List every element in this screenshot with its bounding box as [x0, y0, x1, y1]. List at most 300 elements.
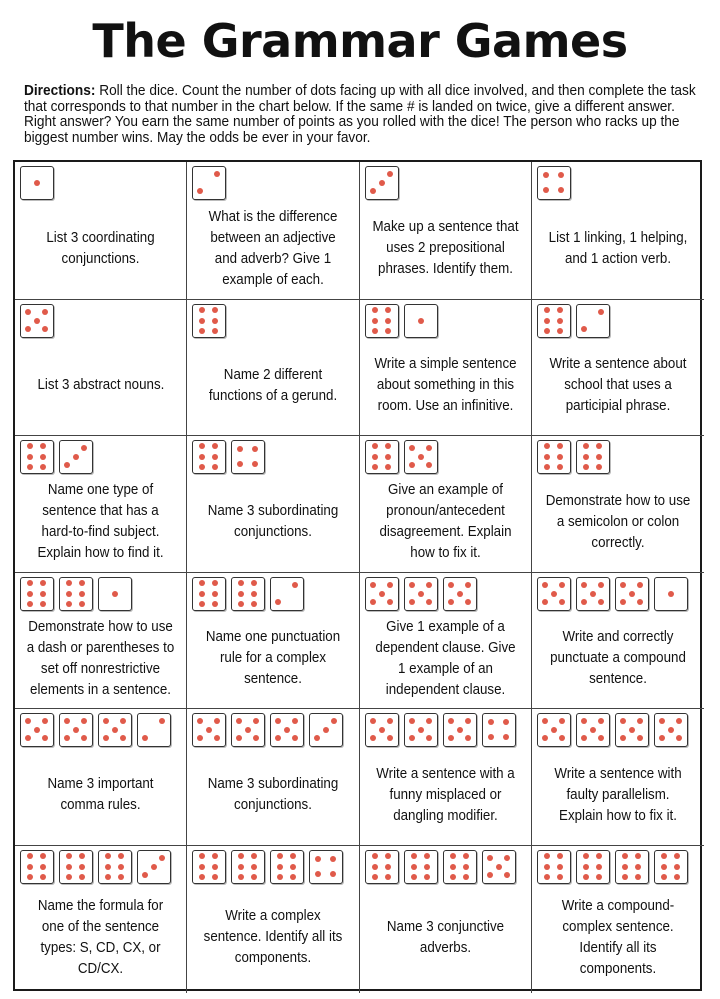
- pip-icon: [557, 853, 563, 859]
- pip-icon: [25, 309, 31, 315]
- pip-icon: [674, 874, 680, 880]
- pip-icon: [199, 307, 205, 313]
- dice-group: [192, 850, 354, 886]
- pip-icon: [112, 727, 118, 733]
- pip-icon: [674, 864, 680, 870]
- pip-icon: [372, 328, 378, 334]
- chart-cell: [360, 436, 532, 573]
- pip-icon: [543, 172, 549, 178]
- task-text: [537, 340, 699, 435]
- pip-icon: [79, 580, 85, 586]
- pip-icon: [581, 735, 587, 741]
- chart-cell: [15, 709, 187, 846]
- pip-icon: [66, 601, 72, 607]
- pip-icon: [315, 856, 321, 862]
- pip-icon: [409, 735, 415, 741]
- dice-group: [192, 577, 354, 613]
- pip-icon: [238, 580, 244, 586]
- die-face-1-icon: [20, 166, 54, 200]
- pip-icon: [465, 735, 471, 741]
- pip-icon: [73, 727, 79, 733]
- pip-icon: [112, 591, 118, 597]
- die-face-6-icon: [365, 850, 399, 884]
- pip-icon: [448, 582, 454, 588]
- dice-group: [365, 166, 526, 202]
- pip-icon: [661, 874, 667, 880]
- pip-icon: [450, 853, 456, 859]
- die-face-4-icon: [482, 713, 516, 747]
- pip-icon: [637, 582, 643, 588]
- pip-icon: [323, 727, 329, 733]
- pip-icon: [557, 864, 563, 870]
- pip-icon: [583, 874, 589, 880]
- pip-icon: [637, 718, 643, 724]
- pip-icon: [212, 307, 218, 313]
- die-face-2-icon: [576, 304, 610, 338]
- pip-icon: [411, 853, 417, 859]
- task-text: [192, 613, 354, 708]
- pip-icon: [409, 718, 415, 724]
- die-face-6-icon: [231, 850, 265, 884]
- pip-icon: [199, 464, 205, 470]
- pip-icon: [544, 307, 550, 313]
- task-text: [20, 476, 181, 572]
- die-face-6-icon: [365, 304, 399, 338]
- pip-icon: [118, 864, 124, 870]
- pip-icon: [372, 307, 378, 313]
- die-face-2-icon: [192, 166, 226, 200]
- task-text: [537, 202, 699, 299]
- pip-icon: [487, 855, 493, 861]
- pip-icon: [418, 318, 424, 324]
- die-face-4-icon: [537, 166, 571, 200]
- pip-icon: [496, 864, 502, 870]
- chart-cell: [15, 162, 187, 300]
- pip-icon: [543, 187, 549, 193]
- pip-icon: [27, 443, 33, 449]
- die-face-6-icon: [576, 850, 610, 884]
- pip-icon: [275, 735, 281, 741]
- die-face-5-icon: [270, 713, 304, 747]
- task-text: [537, 476, 699, 572]
- pip-icon: [27, 874, 33, 880]
- task-text: [20, 613, 181, 708]
- pip-icon: [284, 727, 290, 733]
- pip-icon: [676, 735, 682, 741]
- die-face-5-icon: [59, 713, 93, 747]
- pip-icon: [620, 599, 626, 605]
- pip-icon: [629, 591, 635, 597]
- pip-icon: [544, 464, 550, 470]
- pip-icon: [251, 591, 257, 597]
- pip-icon: [212, 853, 218, 859]
- pip-icon: [330, 856, 336, 862]
- pip-icon: [424, 853, 430, 859]
- chart-cell: [15, 300, 187, 436]
- pip-icon: [411, 864, 417, 870]
- pip-icon: [27, 601, 33, 607]
- task-text: [192, 340, 354, 435]
- dice-group: [365, 304, 526, 340]
- pip-icon: [598, 735, 604, 741]
- pip-icon: [199, 318, 205, 324]
- pip-icon: [199, 864, 205, 870]
- task-label: Name 3 subordinating conjunctions.: [207, 776, 339, 813]
- pip-icon: [105, 874, 111, 880]
- task-text: [537, 886, 699, 993]
- pip-icon: [79, 853, 85, 859]
- task-label: Demonstrate how to use a semicolon or colon correctly.: [545, 492, 691, 551]
- die-face-6-icon: [20, 577, 54, 611]
- pip-icon: [212, 443, 218, 449]
- pip-icon: [66, 874, 72, 880]
- pip-icon: [385, 864, 391, 870]
- pip-icon: [544, 864, 550, 870]
- dice-group: [20, 166, 181, 202]
- pip-icon: [450, 874, 456, 880]
- die-face-6-icon: [576, 440, 610, 474]
- die-face-5-icon: [231, 713, 265, 747]
- pip-icon: [40, 443, 46, 449]
- pip-icon: [40, 864, 46, 870]
- chart-cell: [532, 436, 704, 573]
- pip-icon: [315, 871, 321, 877]
- chart-cell: [360, 300, 532, 436]
- die-face-6-icon: [270, 850, 304, 884]
- pip-icon: [385, 853, 391, 859]
- pip-icon: [370, 599, 376, 605]
- pip-icon: [557, 318, 563, 324]
- die-face-2-icon: [270, 577, 304, 611]
- task-label: Name 3 conjunctive adverbs.: [386, 918, 505, 956]
- pip-icon: [277, 874, 283, 880]
- task-text: [365, 613, 526, 708]
- pip-icon: [637, 735, 643, 741]
- dice-group: [192, 713, 354, 749]
- pip-icon: [40, 853, 46, 859]
- pip-icon: [81, 718, 87, 724]
- pip-icon: [411, 874, 417, 880]
- pip-icon: [622, 853, 628, 859]
- pip-icon: [331, 718, 337, 724]
- pip-icon: [676, 718, 682, 724]
- pip-icon: [199, 591, 205, 597]
- pip-icon: [385, 454, 391, 460]
- pip-icon: [542, 735, 548, 741]
- die-face-6-icon: [192, 304, 226, 338]
- pip-icon: [372, 454, 378, 460]
- task-label: Name one type of sentence that has a hard-to-find subject. Explain how to find it.: [37, 482, 164, 561]
- pip-icon: [409, 462, 415, 468]
- pip-icon: [409, 445, 415, 451]
- die-face-3-icon: [309, 713, 343, 747]
- dice-group: [192, 304, 354, 340]
- pip-icon: [199, 580, 205, 586]
- directions: [24, 83, 704, 145]
- pip-icon: [212, 591, 218, 597]
- chart-cell: [360, 846, 532, 993]
- pip-icon: [583, 454, 589, 460]
- task-label: Name the formula for one of the sentence types: S, CD, CX, or CD/CX.: [37, 897, 164, 977]
- pip-icon: [251, 864, 257, 870]
- pip-icon: [252, 461, 258, 467]
- pip-icon: [40, 580, 46, 586]
- die-face-6-icon: [98, 850, 132, 884]
- pip-icon: [598, 599, 604, 605]
- die-face-6-icon: [537, 304, 571, 338]
- pip-icon: [251, 601, 257, 607]
- pip-icon: [238, 591, 244, 597]
- pip-icon: [212, 864, 218, 870]
- pip-icon: [385, 307, 391, 313]
- dice-group: [537, 850, 699, 886]
- chart-cell: [187, 573, 360, 709]
- task-label: Write a complex sentence. Identify all its components.: [203, 908, 343, 966]
- pip-icon: [558, 172, 564, 178]
- die-face-4-icon: [231, 440, 265, 474]
- pip-icon: [27, 454, 33, 460]
- pip-icon: [659, 735, 665, 741]
- directions-label: Directions:: [24, 82, 96, 99]
- pip-icon: [197, 735, 203, 741]
- pip-icon: [314, 735, 320, 741]
- pip-icon: [544, 454, 550, 460]
- die-face-6-icon: [365, 440, 399, 474]
- pip-icon: [151, 864, 157, 870]
- pip-icon: [34, 727, 40, 733]
- dice-group: [537, 713, 699, 749]
- dice-group: [537, 577, 699, 613]
- pip-icon: [426, 735, 432, 741]
- task-text: [365, 476, 526, 572]
- pip-icon: [105, 853, 111, 859]
- chart-cell: [532, 162, 704, 300]
- pip-icon: [620, 718, 626, 724]
- pip-icon: [159, 718, 165, 724]
- pip-icon: [583, 443, 589, 449]
- pip-icon: [199, 443, 205, 449]
- dice-group: [365, 713, 526, 749]
- pip-icon: [40, 464, 46, 470]
- chart-cell: [187, 709, 360, 846]
- die-face-6-icon: [59, 850, 93, 884]
- pip-icon: [277, 853, 283, 859]
- die-face-5-icon: [404, 577, 438, 611]
- pip-icon: [238, 864, 244, 870]
- pip-icon: [558, 187, 564, 193]
- pip-icon: [590, 591, 596, 597]
- die-face-6-icon: [231, 577, 265, 611]
- task-text: [20, 340, 181, 435]
- die-face-5-icon: [482, 850, 516, 884]
- pip-icon: [544, 328, 550, 334]
- die-face-6-icon: [20, 440, 54, 474]
- task-label: Demonstrate how to use a dash or parentheses to set off nonrestrictive elements in a sentence.: [26, 618, 175, 698]
- pip-icon: [105, 864, 111, 870]
- directions-text: Roll the dice. Count the number of dots facing up with all dice involved, and then complete the task that corresponds to that number in the chart below. If the same # is landed on twice, give a different answer. Right answer? You earn the same number of points as you rolled with the dice! The person who racks up the biggest number wins. May the odds be ever in your favor.: [24, 82, 696, 146]
- pip-icon: [544, 318, 550, 324]
- pip-icon: [370, 735, 376, 741]
- pip-icon: [581, 582, 587, 588]
- die-face-3-icon: [365, 166, 399, 200]
- pip-icon: [465, 582, 471, 588]
- pip-icon: [237, 461, 243, 467]
- pip-icon: [557, 328, 563, 334]
- task-text: [192, 476, 354, 572]
- pip-icon: [290, 874, 296, 880]
- pip-icon: [551, 727, 557, 733]
- pip-icon: [66, 591, 72, 597]
- die-face-6-icon: [59, 577, 93, 611]
- pip-icon: [277, 864, 283, 870]
- pip-icon: [487, 872, 493, 878]
- pip-icon: [27, 853, 33, 859]
- task-label: Make up a sentence that uses 2 prepositional phrases. Identify them.: [372, 219, 519, 277]
- die-face-6-icon: [20, 850, 54, 884]
- pip-icon: [214, 735, 220, 741]
- die-face-5-icon: [443, 577, 477, 611]
- pip-icon: [40, 454, 46, 460]
- pip-icon: [622, 874, 628, 880]
- pip-icon: [292, 582, 298, 588]
- die-face-6-icon: [537, 440, 571, 474]
- die-face-5-icon: [98, 713, 132, 747]
- pip-icon: [118, 874, 124, 880]
- pip-icon: [251, 874, 257, 880]
- pip-icon: [64, 735, 70, 741]
- task-label: Write a sentence with a funny misplaced or dangling modifier.: [376, 765, 515, 824]
- die-face-5-icon: [443, 713, 477, 747]
- pip-icon: [379, 180, 385, 186]
- dice-group: [537, 304, 699, 340]
- pip-icon: [120, 735, 126, 741]
- pip-icon: [238, 874, 244, 880]
- pip-icon: [27, 864, 33, 870]
- pip-icon: [448, 718, 454, 724]
- die-face-5-icon: [654, 713, 688, 747]
- pip-icon: [635, 864, 641, 870]
- chart-cell: [360, 162, 532, 300]
- pip-icon: [659, 718, 665, 724]
- chart-cell: [360, 573, 532, 709]
- pip-icon: [544, 874, 550, 880]
- pip-icon: [199, 454, 205, 460]
- pip-icon: [292, 718, 298, 724]
- dice-group: [365, 440, 526, 476]
- pip-icon: [40, 601, 46, 607]
- pip-icon: [199, 601, 205, 607]
- die-face-6-icon: [615, 850, 649, 884]
- pip-icon: [557, 307, 563, 313]
- dice-group: [20, 850, 181, 886]
- pip-icon: [370, 718, 376, 724]
- dice-group: [192, 166, 354, 202]
- pip-icon: [27, 591, 33, 597]
- pip-icon: [590, 727, 596, 733]
- die-face-6-icon: [192, 577, 226, 611]
- pip-icon: [544, 443, 550, 449]
- pip-icon: [583, 464, 589, 470]
- pip-icon: [64, 462, 70, 468]
- pip-icon: [581, 599, 587, 605]
- task-label: Write a sentence with faulty parallelism. Explain how to fix it.: [554, 765, 682, 824]
- task-text: [192, 202, 354, 299]
- pip-icon: [25, 326, 31, 332]
- pip-icon: [81, 735, 87, 741]
- die-face-5-icon: [20, 304, 54, 338]
- pip-icon: [409, 599, 415, 605]
- pip-icon: [370, 188, 376, 194]
- pip-icon: [542, 599, 548, 605]
- pip-icon: [385, 443, 391, 449]
- pip-icon: [450, 864, 456, 870]
- task-label: Write a sentence about school that uses a participial phrase.: [549, 356, 687, 414]
- pip-icon: [385, 318, 391, 324]
- chart-cell: [187, 300, 360, 436]
- task-text: [192, 886, 354, 993]
- pip-icon: [503, 734, 509, 740]
- pip-icon: [581, 326, 587, 332]
- pip-icon: [465, 718, 471, 724]
- die-face-1-icon: [654, 577, 688, 611]
- pip-icon: [40, 874, 46, 880]
- task-text: [20, 886, 181, 993]
- pip-icon: [620, 735, 626, 741]
- pip-icon: [424, 874, 430, 880]
- pip-icon: [426, 599, 432, 605]
- dice-group: [365, 850, 526, 886]
- pip-icon: [290, 864, 296, 870]
- pip-icon: [581, 718, 587, 724]
- pip-icon: [42, 309, 48, 315]
- pip-icon: [275, 599, 281, 605]
- task-label: Name 3 important comma rules.: [47, 776, 154, 813]
- pip-icon: [197, 188, 203, 194]
- pip-icon: [103, 718, 109, 724]
- chart-cell: [15, 846, 187, 993]
- die-face-6-icon: [192, 850, 226, 884]
- pip-icon: [25, 735, 31, 741]
- pip-icon: [251, 853, 257, 859]
- chart-cell: [532, 573, 704, 709]
- pip-icon: [668, 591, 674, 597]
- die-face-6-icon: [404, 850, 438, 884]
- pip-icon: [64, 718, 70, 724]
- pip-icon: [214, 718, 220, 724]
- pip-icon: [253, 735, 259, 741]
- pip-icon: [387, 735, 393, 741]
- pip-icon: [142, 735, 148, 741]
- pip-icon: [668, 727, 674, 733]
- pip-icon: [79, 601, 85, 607]
- die-face-2-icon: [137, 713, 171, 747]
- pip-icon: [457, 727, 463, 733]
- pip-icon: [199, 874, 205, 880]
- pip-icon: [81, 445, 87, 451]
- chart-cell: [360, 709, 532, 846]
- dice-group: [192, 440, 354, 476]
- chart-cell: [187, 846, 360, 993]
- pip-icon: [245, 727, 251, 733]
- pip-icon: [379, 591, 385, 597]
- pip-icon: [635, 853, 641, 859]
- pip-icon: [372, 443, 378, 449]
- die-face-5-icon: [20, 713, 54, 747]
- chart-cell: [15, 573, 187, 709]
- pip-icon: [385, 328, 391, 334]
- pip-icon: [637, 599, 643, 605]
- pip-icon: [237, 446, 243, 452]
